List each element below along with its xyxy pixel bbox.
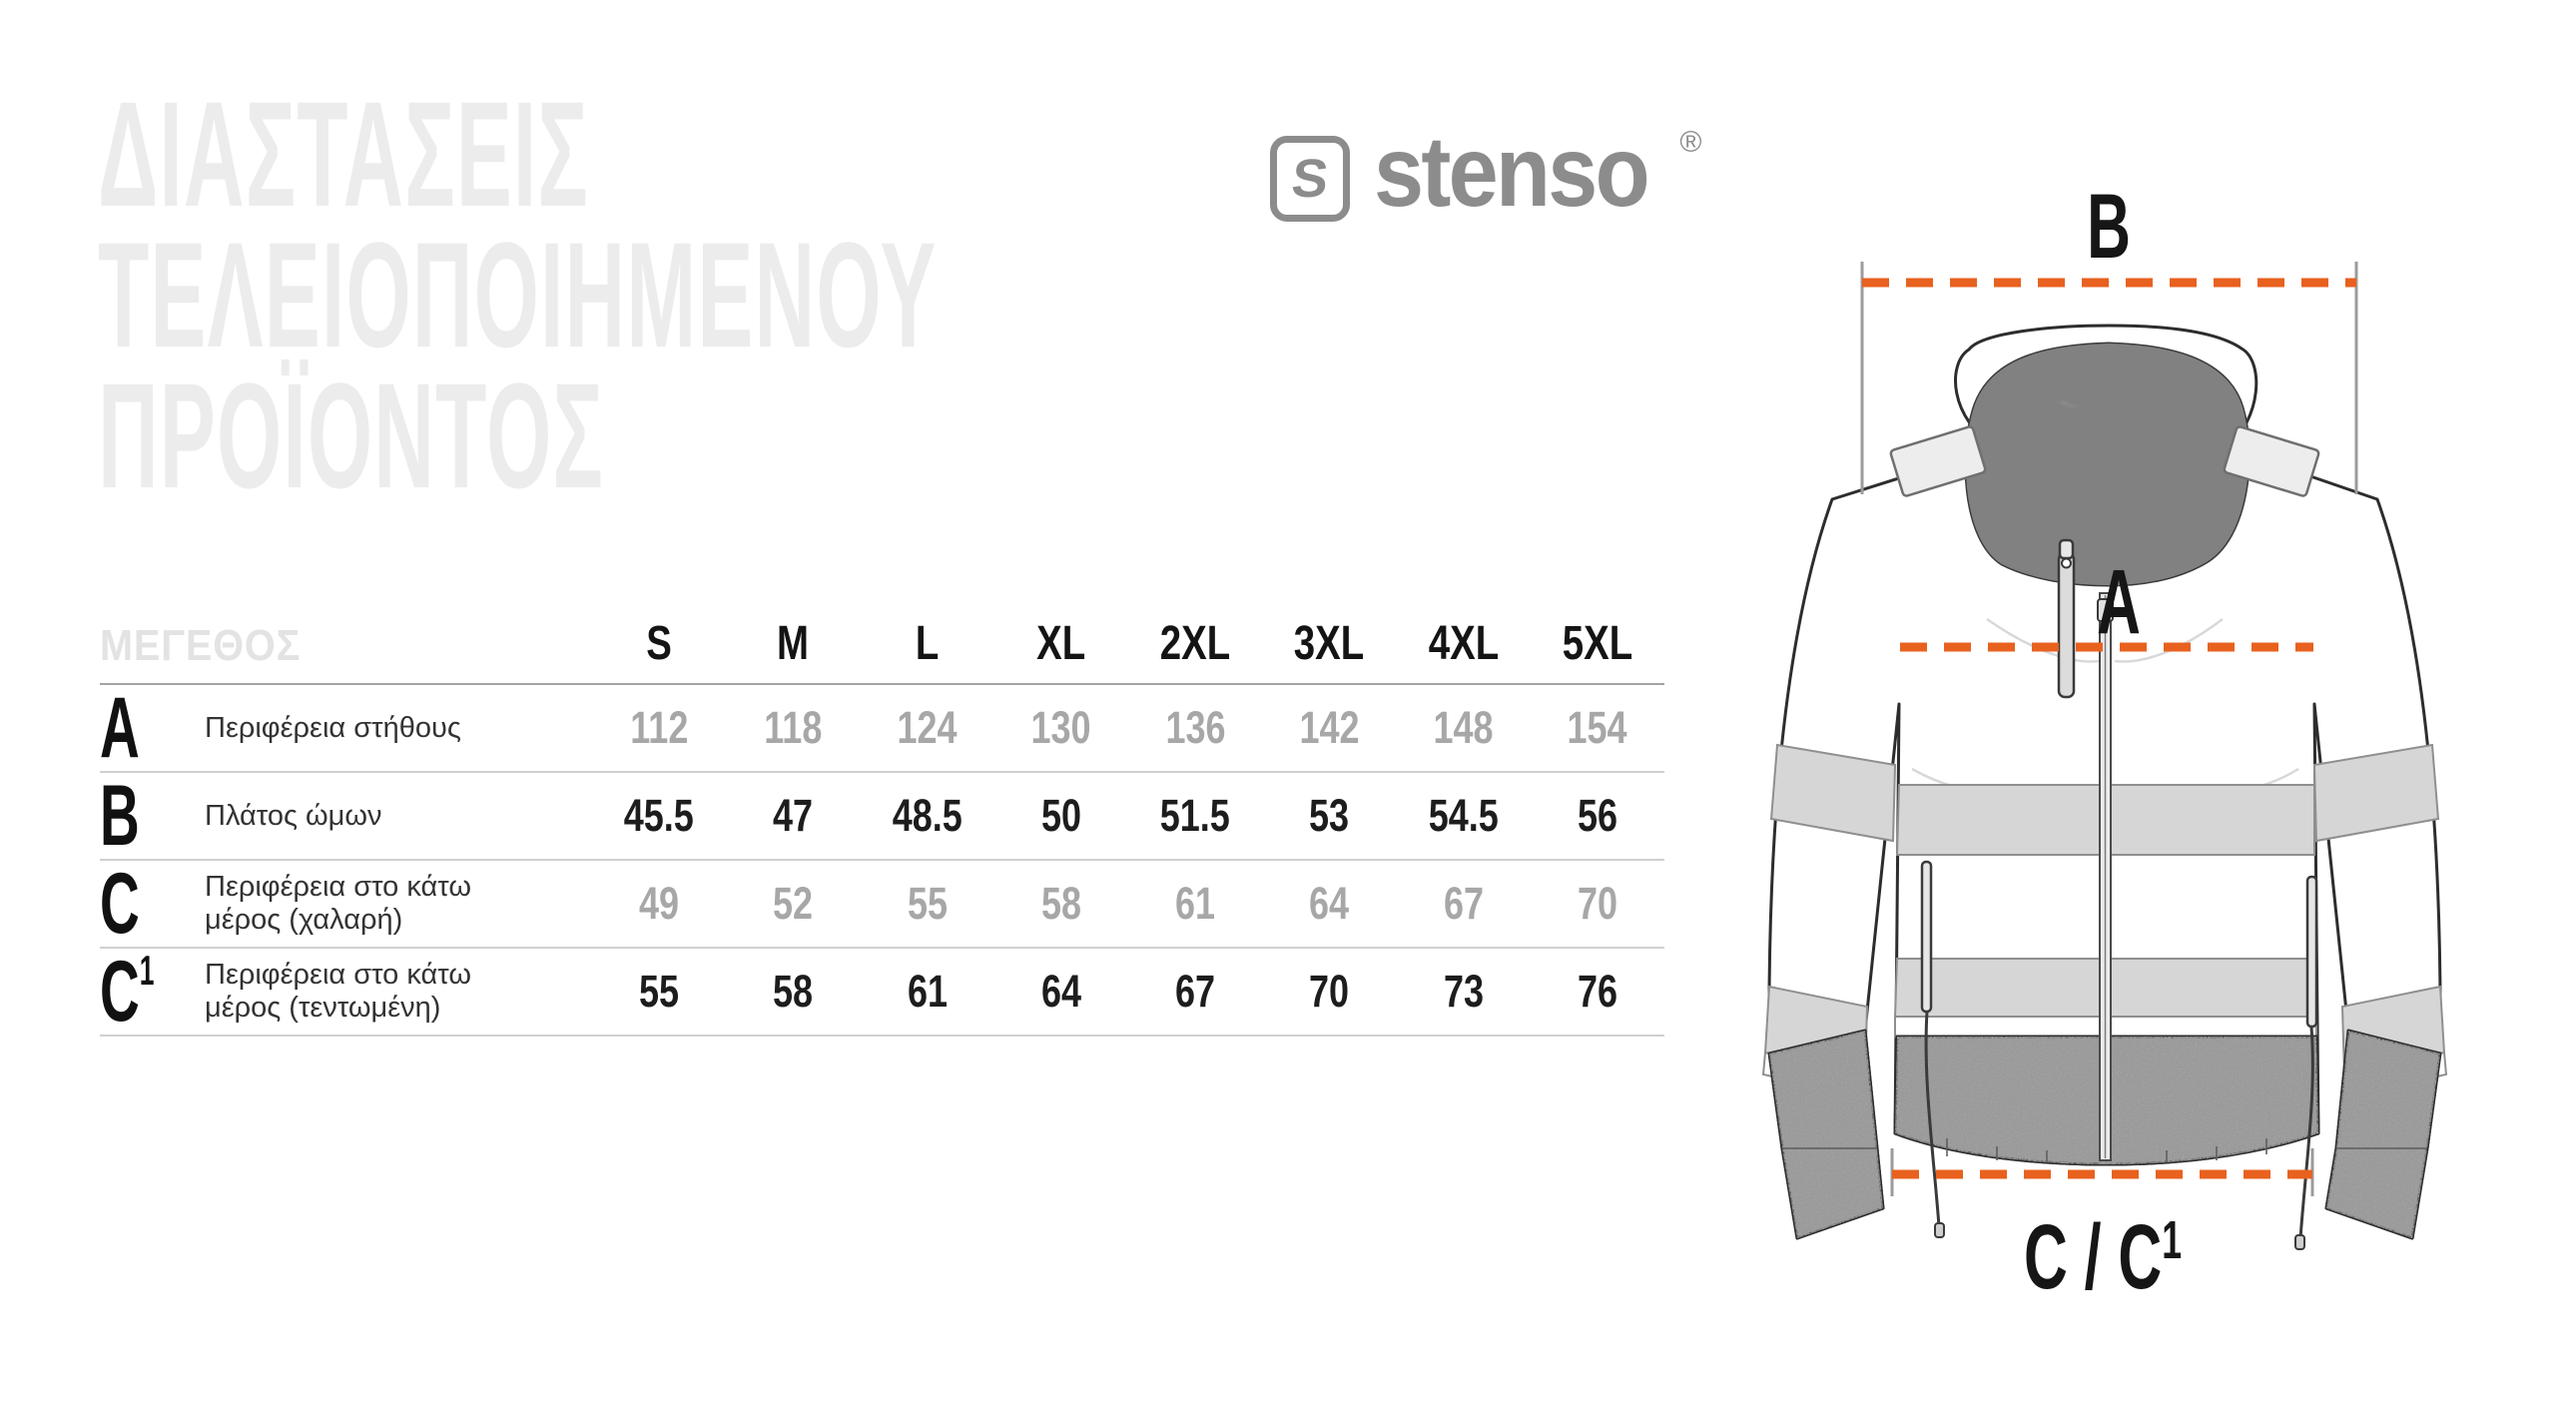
size-column-header: 4XL [1428, 617, 1499, 670]
label-B: B [2087, 174, 2131, 279]
measurement-value: 130 [1030, 702, 1091, 753]
measurement-value: 61 [1175, 878, 1216, 929]
stenso-s-glyph: S [1288, 149, 1332, 209]
chest-pocket-zipper [2059, 540, 2074, 697]
measurement-value: 51.5 [1160, 790, 1231, 841]
measurement-value: 112 [630, 702, 689, 753]
measurement-value: 58 [1040, 878, 1081, 929]
table-row-C [100, 856, 1664, 952]
stenso-s-icon [1270, 136, 1350, 222]
stenso-logo [1270, 116, 1702, 228]
watermark-line: ΤΕΛΕΙΟΠΟΙΗΜΕΝΟΥ [98, 211, 938, 378]
row-letter: $C^1$ [100, 944, 154, 1040]
jacket-diagram [1747, 150, 2576, 1383]
watermark-line: ΠΡΟΪΟΝΤΟΣ [98, 352, 604, 519]
table-row-C1 [100, 944, 1664, 1040]
main-zipper [2098, 593, 2113, 1160]
row-label: Πλάτος ώμων [205, 799, 382, 832]
measurement-value: 49 [639, 878, 680, 929]
measurement-value: 70 [1577, 878, 1617, 929]
measurement-value: 67 [1443, 878, 1484, 929]
measurement-value: 124 [897, 702, 958, 753]
label-C-C1: C / $C^1$ [2023, 1204, 2183, 1309]
table-header-row [100, 599, 1664, 685]
size-column-header: S [646, 617, 672, 670]
size-column-header: L [915, 617, 940, 670]
measurement-value: 142 [1299, 702, 1360, 753]
size-column-header: 5XL [1562, 617, 1633, 670]
measurement-value: 47 [773, 790, 814, 841]
table-header-megethos: ΜΕΓΕΘΟΣ [100, 621, 302, 670]
measurement-value: 50 [1040, 790, 1081, 841]
size-column-header: XL [1036, 617, 1086, 670]
measurement-value: 54.5 [1428, 790, 1499, 841]
size-column-header: 3XL [1294, 617, 1365, 670]
table-row-A [100, 680, 1664, 776]
measurement-value: 76 [1577, 966, 1617, 1017]
measurement-value: 61 [907, 966, 948, 1017]
watermark-line: ΔΙΑΣΤΑΣΕΙΣ [98, 70, 589, 238]
measurement-value: 64 [1040, 966, 1081, 1017]
measurement-value: 58 [773, 966, 814, 1017]
row-letter: B [100, 768, 140, 864]
measurement-value: 55 [907, 878, 948, 929]
row-label: Περιφέρεια στήθους [205, 711, 461, 744]
jacket-illustration [1747, 150, 2576, 1378]
size-table [100, 599, 1664, 1040]
measure-C [1892, 1148, 2312, 1308]
measurement-value: 45.5 [624, 790, 695, 841]
row-label: Περιφέρεια στο κάτω μέρος (χαλαρή) [205, 871, 471, 936]
label-A: A [2097, 549, 2141, 654]
measurement-value: 48.5 [892, 790, 963, 841]
table-row-B [100, 768, 1664, 864]
measurement-value: 53 [1309, 790, 1350, 841]
stenso-logo-text: stenso [1374, 116, 1647, 228]
measurement-value: 136 [1165, 702, 1226, 753]
measurement-value: 55 [639, 966, 680, 1017]
measurement-value: 64 [1309, 878, 1350, 929]
row-letter: A [100, 680, 140, 776]
row-letter: C [100, 856, 140, 952]
measurement-value: 52 [773, 878, 814, 929]
size-column-header: 2XL [1159, 617, 1231, 670]
measurement-value: 148 [1433, 702, 1494, 753]
registered-mark: ® [1679, 126, 1702, 159]
measurement-value: 67 [1175, 966, 1216, 1017]
measurement-value: 56 [1577, 790, 1617, 841]
measurement-value: 73 [1443, 966, 1484, 1017]
size-column-header: M [777, 617, 810, 670]
row-label: Περιφέρεια στο κάτω μέρος (τεντωμένη) [205, 959, 471, 1024]
measurement-value: 70 [1309, 966, 1350, 1017]
measurement-value: 154 [1567, 702, 1627, 753]
measurement-value: 118 [764, 702, 823, 753]
